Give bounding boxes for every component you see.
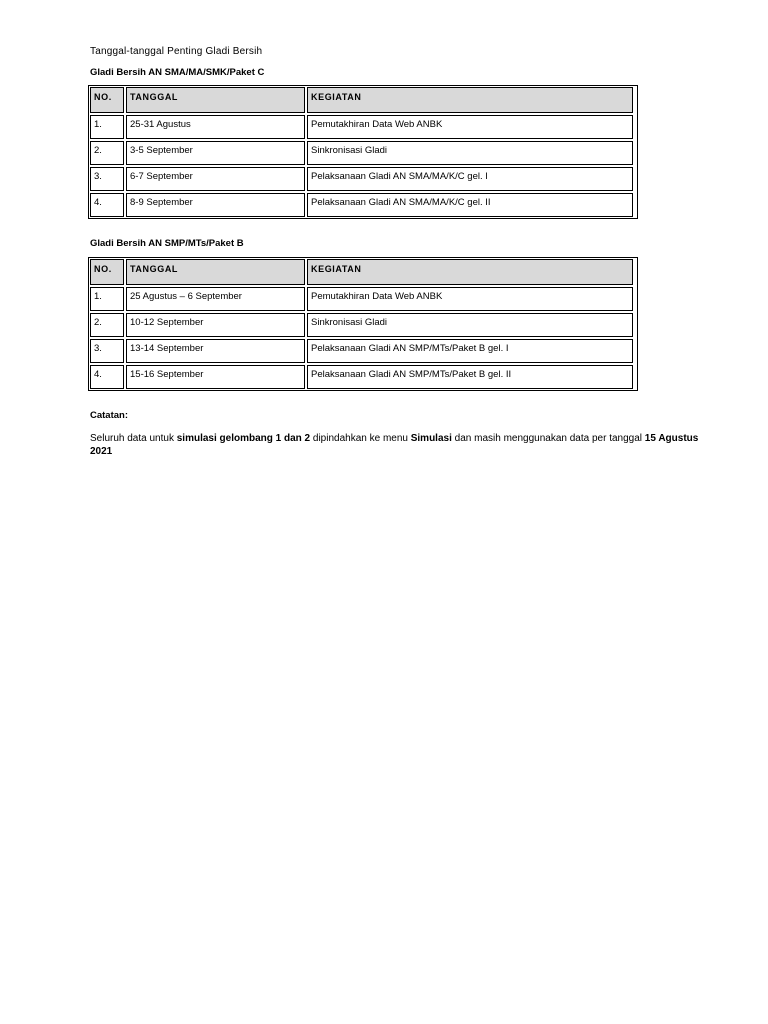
table-row [89,114,637,140]
cell-kegiatan: Pemutakhiran Data Web ANBK [307,287,633,311]
cell-tanggal: 25 Agustus – 6 September [126,287,305,311]
table-row [89,364,637,390]
cell-tanggal: 15-16 September [126,365,305,389]
cell-tanggal: 25-31 Agustus [126,115,305,139]
table-row [89,140,637,166]
cell-no: 1. [90,287,124,311]
cell-tanggal: 6-7 September [126,167,305,191]
cell-kegiatan: Sinkronisasi Gladi [307,141,633,165]
cell-kegiatan: Pelaksanaan Gladi AN SMA/MA/K/C gel. II [307,193,633,217]
note-paragraph [90,433,710,458]
cell-kegiatan: Pemutakhiran Data Web ANBK [307,115,633,139]
header-no: NO. [90,259,124,285]
note-bold-1: simulasi gelombang 1 dan 2 [176,433,311,444]
cell-kegiatan: Pelaksanaan Gladi AN SMP/MTs/Paket B gel. II [307,365,633,389]
table-row [89,338,637,364]
table-header-row [89,86,637,114]
header-kegiatan: KEGIATAN [307,87,633,113]
note-text-1: Seluruh data untuk [90,433,177,444]
document-title: Tanggal-tanggal Penting Gladi Bersih [90,46,263,57]
note-label: Catatan: [90,410,129,421]
table-row [89,166,637,192]
note-bold-2: Simulasi [410,433,452,444]
cell-tanggal: 10-12 September [126,313,305,337]
cell-no: 1. [90,115,124,139]
cell-tanggal: 8-9 September [126,193,305,217]
cell-kegiatan: Sinkronisasi Gladi [307,313,633,337]
header-kegiatan: KEGIATAN [307,259,633,285]
header-tanggal: TANGGAL [126,87,305,113]
table-header-row [89,258,637,286]
schedule-table-sma [88,85,638,219]
cell-tanggal: 3-5 September [126,141,305,165]
cell-no: 3. [90,339,124,363]
note-bold-3: 15 Agustus 2021 [90,433,699,457]
header-tanggal: TANGGAL [126,259,305,285]
cell-no: 4. [90,193,124,217]
cell-no: 3. [90,167,124,191]
section-title-sma: Gladi Bersih AN SMA/MA/SMK/Paket C [90,67,265,78]
header-no: NO. [90,87,124,113]
schedule-table-smp [88,257,638,391]
cell-no: 2. [90,141,124,165]
cell-kegiatan: Pelaksanaan Gladi AN SMA/MA/K/C gel. I [307,167,633,191]
table-row [89,312,637,338]
cell-kegiatan: Pelaksanaan Gladi AN SMP/MTs/Paket B gel. I [307,339,633,363]
table-row [89,192,637,218]
cell-no: 2. [90,313,124,337]
cell-tanggal: 13-14 September [126,339,305,363]
note-text-3: dan masih menggunakan data per tanggal [451,433,645,444]
section-title-smp: Gladi Bersih AN SMP/MTs/Paket B [90,238,244,249]
note-text-2: dipindahkan ke menu [310,433,411,444]
table-row [89,286,637,312]
cell-no: 4. [90,365,124,389]
